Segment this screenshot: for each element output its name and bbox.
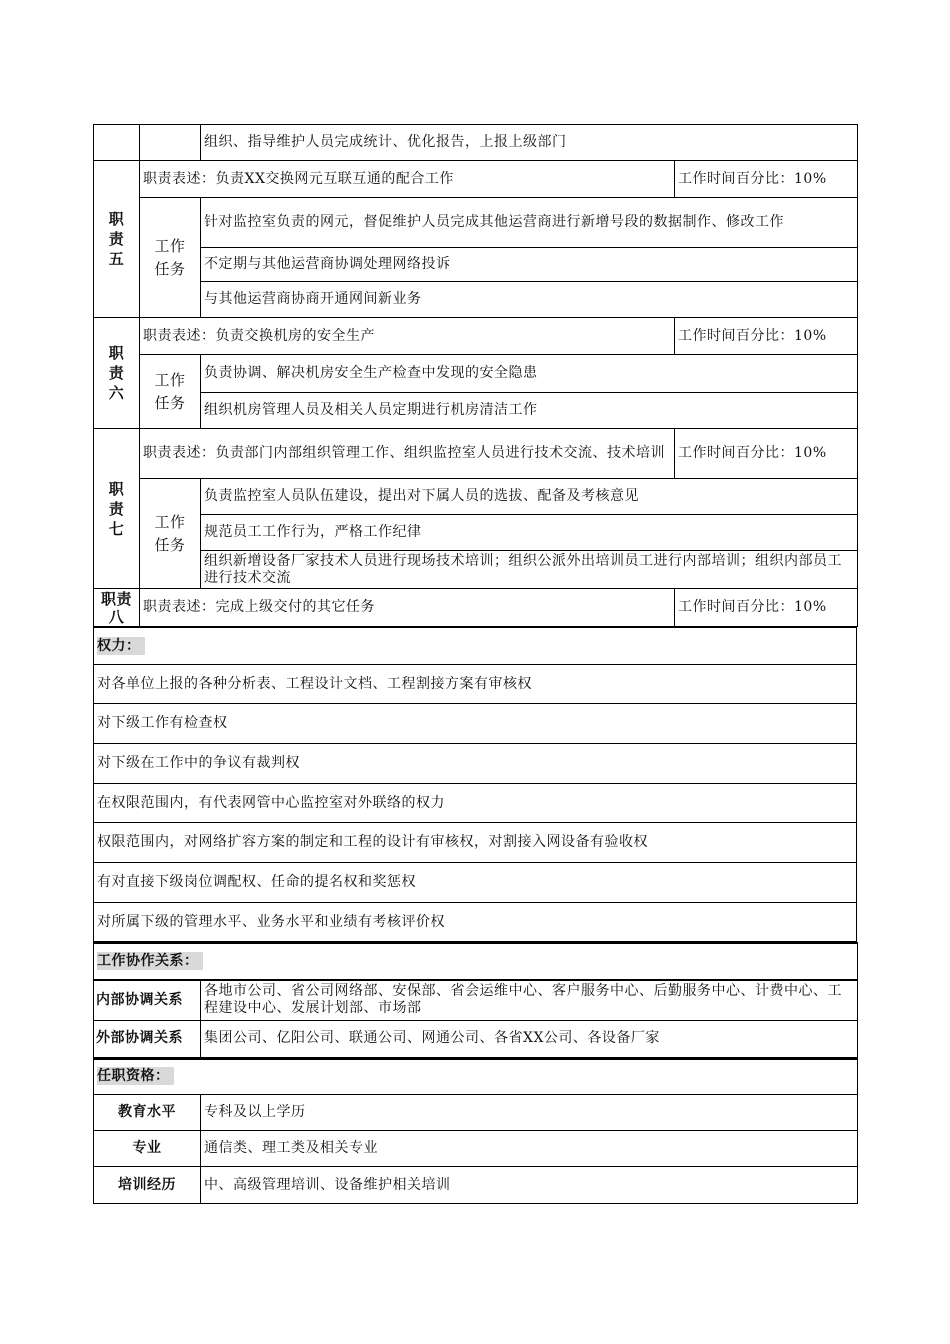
table-row bbox=[94, 248, 858, 282]
time-percent: 工作时间百分比：10% bbox=[675, 589, 858, 627]
table-row bbox=[94, 1095, 858, 1131]
authority-item: 在权限范围内，有代表网管中心监控室对外联络的权力 bbox=[94, 784, 857, 823]
time-percent: 工作时间百分比：10% bbox=[675, 429, 858, 479]
time-percent: 工作时间百分比：10% bbox=[675, 161, 858, 198]
table-row bbox=[94, 665, 857, 704]
work-task-label: 工作 任务 bbox=[140, 479, 201, 589]
authority-item: 对下级在工作中的争议有裁判权 bbox=[94, 744, 857, 784]
table-row bbox=[94, 1167, 858, 1204]
table-row bbox=[94, 393, 858, 429]
job-description-sheet bbox=[93, 124, 857, 1204]
internal-relations-label: 内部协调关系 bbox=[94, 980, 201, 1020]
authority-table bbox=[93, 627, 857, 942]
task-label-cell bbox=[140, 125, 201, 161]
table-row bbox=[94, 551, 858, 589]
external-relations-value: 集团公司、亿阳公司、联通公司、网通公司、各省XX公司、各设备厂家 bbox=[201, 1020, 858, 1057]
task-item: 规范员工工作行为，严格工作纪律 bbox=[201, 515, 858, 551]
authority-item: 权限范围内，对网络扩容方案的制定和工程的设计有审核权，对割接入网设备有验收权 bbox=[94, 823, 857, 863]
task-item: 与其他运营商协商开通网间新业务 bbox=[201, 282, 858, 318]
table-row bbox=[94, 1059, 858, 1095]
duties-table bbox=[93, 124, 858, 627]
task-item: 负责监控室人员队伍建设，提出对下属人员的选拔、配备及考核意见 bbox=[201, 479, 858, 515]
task-item: 组织新增设备厂家技术人员进行现场技术培训；组织公派外出培训员工进行内部培训；组织内部员工进行技术交流 bbox=[201, 551, 858, 589]
qualifications-title: 任职资格： bbox=[97, 1067, 174, 1085]
duty-five-label: 职 责 五 bbox=[94, 161, 140, 318]
table-row bbox=[94, 1020, 858, 1057]
authority-item: 对所属下级的管理水平、业务水平和业绩有考核评价权 bbox=[94, 903, 857, 942]
table-row bbox=[94, 515, 858, 551]
authority-item: 有对直接下级岗位调配权、任命的提名权和奖惩权 bbox=[94, 863, 857, 903]
work-task-label: 工作 任务 bbox=[140, 198, 201, 318]
table-row bbox=[94, 198, 858, 248]
table-row bbox=[94, 125, 858, 161]
internal-relations-value: 各地市公司、省公司网络部、安保部、省会运维中心、客户服务中心、后勤服务中心、计费中心、工程建设中心、发展计划部、市场部 bbox=[201, 980, 858, 1020]
table-row bbox=[94, 863, 857, 903]
table-row bbox=[94, 980, 858, 1020]
duty-description: 职责表述：负责部门内部组织管理工作、组织监控室人员进行技术交流、技术培训 bbox=[140, 429, 675, 479]
task-item: 负责协调、解决机房安全生产检查中发现的安全隐患 bbox=[201, 355, 858, 393]
table-row bbox=[94, 318, 858, 355]
authority-title: 权力： bbox=[97, 637, 145, 655]
table-row bbox=[94, 628, 857, 665]
training-value: 中、高级管理培训、设备维护相关培训 bbox=[201, 1167, 858, 1204]
duty-six-label: 职 责 六 bbox=[94, 318, 140, 429]
table-row bbox=[94, 161, 858, 198]
table-row bbox=[94, 744, 857, 784]
table-row bbox=[94, 903, 857, 942]
education-value: 专科及以上学历 bbox=[201, 1095, 858, 1131]
table-row bbox=[94, 589, 858, 627]
major-value: 通信类、理工类及相关专业 bbox=[201, 1131, 858, 1167]
table-row bbox=[94, 479, 858, 515]
duty-seven-label: 职 责 七 bbox=[94, 429, 140, 589]
task-item: 不定期与其他运营商协调处理网络投诉 bbox=[201, 248, 858, 282]
authority-item: 对下级工作有检查权 bbox=[94, 704, 857, 744]
major-label: 专业 bbox=[94, 1131, 201, 1167]
table-row bbox=[94, 1131, 858, 1167]
duty-eight-label: 职责 八 bbox=[94, 589, 140, 627]
education-label: 教育水平 bbox=[94, 1095, 201, 1131]
training-label: 培训经历 bbox=[94, 1167, 201, 1204]
table-row bbox=[94, 282, 858, 318]
authority-item: 对各单位上报的各种分析表、工程设计文档、工程割接方案有审核权 bbox=[94, 665, 857, 704]
table-row bbox=[94, 823, 857, 863]
duty-description: 职责表述：负责交换机房的安全生产 bbox=[140, 318, 675, 355]
task-item: 组织机房管理人员及相关人员定期进行机房清洁工作 bbox=[201, 393, 858, 429]
table-row bbox=[94, 355, 858, 393]
relations-table bbox=[93, 942, 858, 1058]
duty-description: 职责表述：完成上级交付的其它任务 bbox=[140, 589, 675, 627]
duty-description: 职责表述：负责XX交换网元互联互通的配合工作 bbox=[140, 161, 675, 198]
relations-title: 工作协作关系： bbox=[97, 952, 203, 970]
time-percent: 工作时间百分比：10% bbox=[675, 318, 858, 355]
table-row bbox=[94, 943, 858, 980]
table-row bbox=[94, 704, 857, 744]
task-item: 组织、指导维护人员完成统计、优化报告，上报上级部门 bbox=[201, 125, 858, 161]
work-task-label: 工作 任务 bbox=[140, 355, 201, 429]
table-row bbox=[94, 784, 857, 823]
table-row bbox=[94, 429, 858, 479]
duty-label-cell bbox=[94, 125, 140, 161]
task-item: 针对监控室负责的网元，督促维护人员完成其他运营商进行新增号段的数据制作、修改工作 bbox=[201, 198, 858, 248]
external-relations-label: 外部协调关系 bbox=[94, 1020, 201, 1057]
qualifications-table bbox=[93, 1058, 858, 1205]
